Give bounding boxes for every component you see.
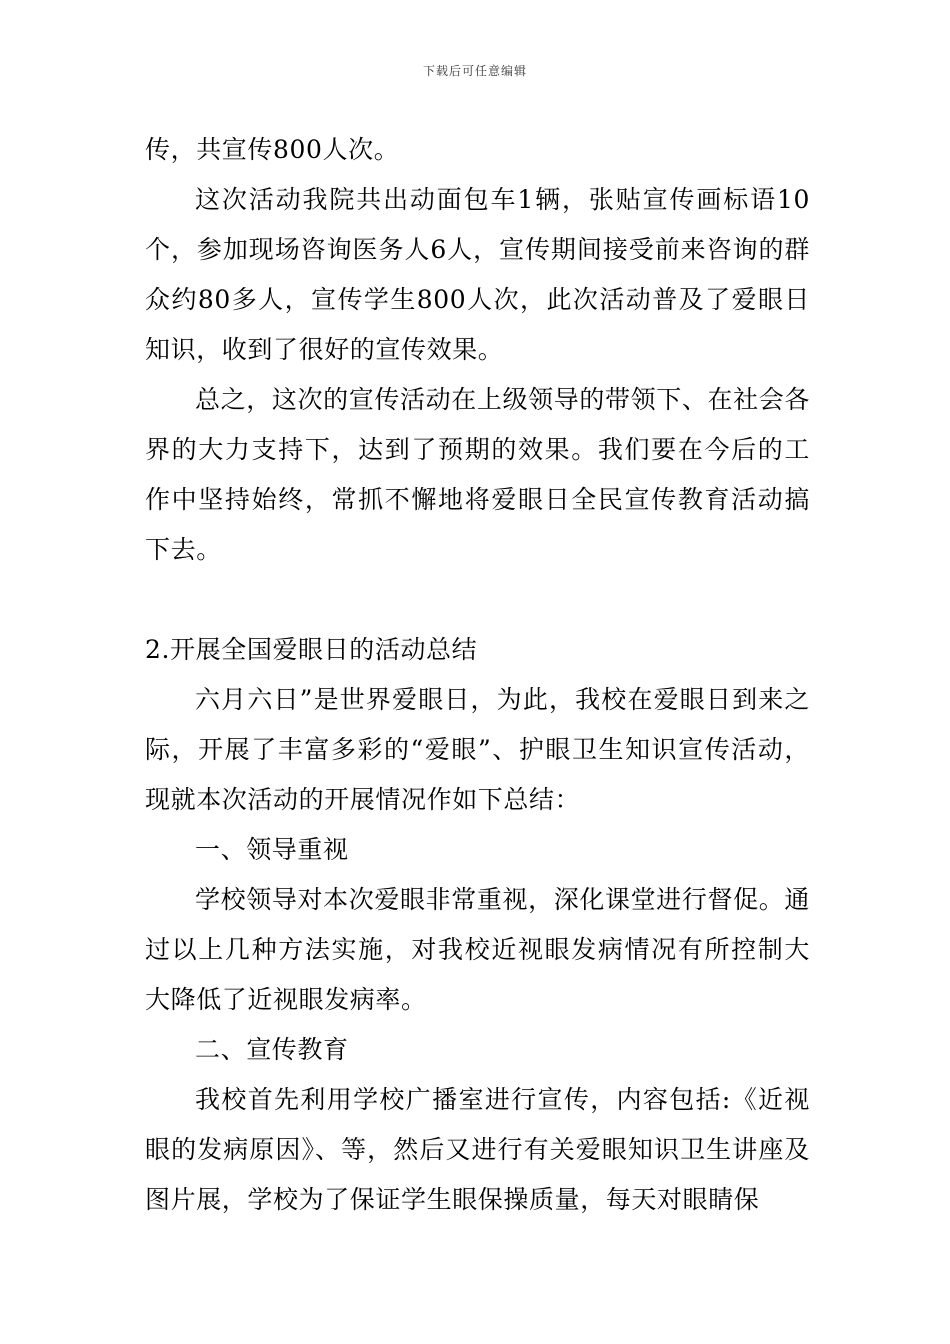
paragraph-education: 我校首先利用学校广播室进行宣传，内容包括:《近视眼的发病原因》、等，然后又进行有关爱眼知识卫生讲座及图片展，学校为了保证学生眼保操质量，每天对眼睛保 bbox=[145, 1085, 810, 1214]
document-body bbox=[145, 125, 810, 1225]
subheading-leadership: 一、领导重视 bbox=[195, 835, 349, 864]
paragraph-intro: 六月六日”是世界爱眼日，为此，我校在爱眼日到来之际，开展了丰富多彩的“爱眼”、护眼卫生知识宣传活动，现就本次活动的开展情况作如下总结： bbox=[145, 685, 810, 814]
paragraph-activity-details: 这次活动我院共出动面包车1辆，张贴宣传画标语10个，参加现场咨询医务人6人，宣传期间接受前来咨询的群众约80多人，宣传学生800人次，此次活动普及了爱眼日知识，收到了很好的宣传效果。 bbox=[145, 185, 810, 364]
paragraph-conclusion: 总之，这次的宣传活动在上级领导的带领下、在社会各界的大力支持下，达到了预期的效果。我们要在今后的工作中坚持始终，常抓不懈地将爱眼日全民宣传教育活动搞下去。 bbox=[145, 385, 810, 564]
subheading-education: 二、宣传教育 bbox=[195, 1035, 349, 1064]
section-title: 2.开展全国爱眼日的活动总结 bbox=[145, 635, 478, 664]
section-spacer bbox=[145, 575, 810, 625]
paragraph-continuation: 传，共宣传800人次。 bbox=[145, 135, 400, 164]
paragraph-leadership: 学校领导对本次爱眼非常重视，深化课堂进行督促。通过以上几种方法实施，对我校近视眼发病情况有所控制大大降低了近视眼发病率。 bbox=[145, 885, 810, 1014]
page-header-note: 下载后可任意编辑 bbox=[422, 64, 527, 78]
